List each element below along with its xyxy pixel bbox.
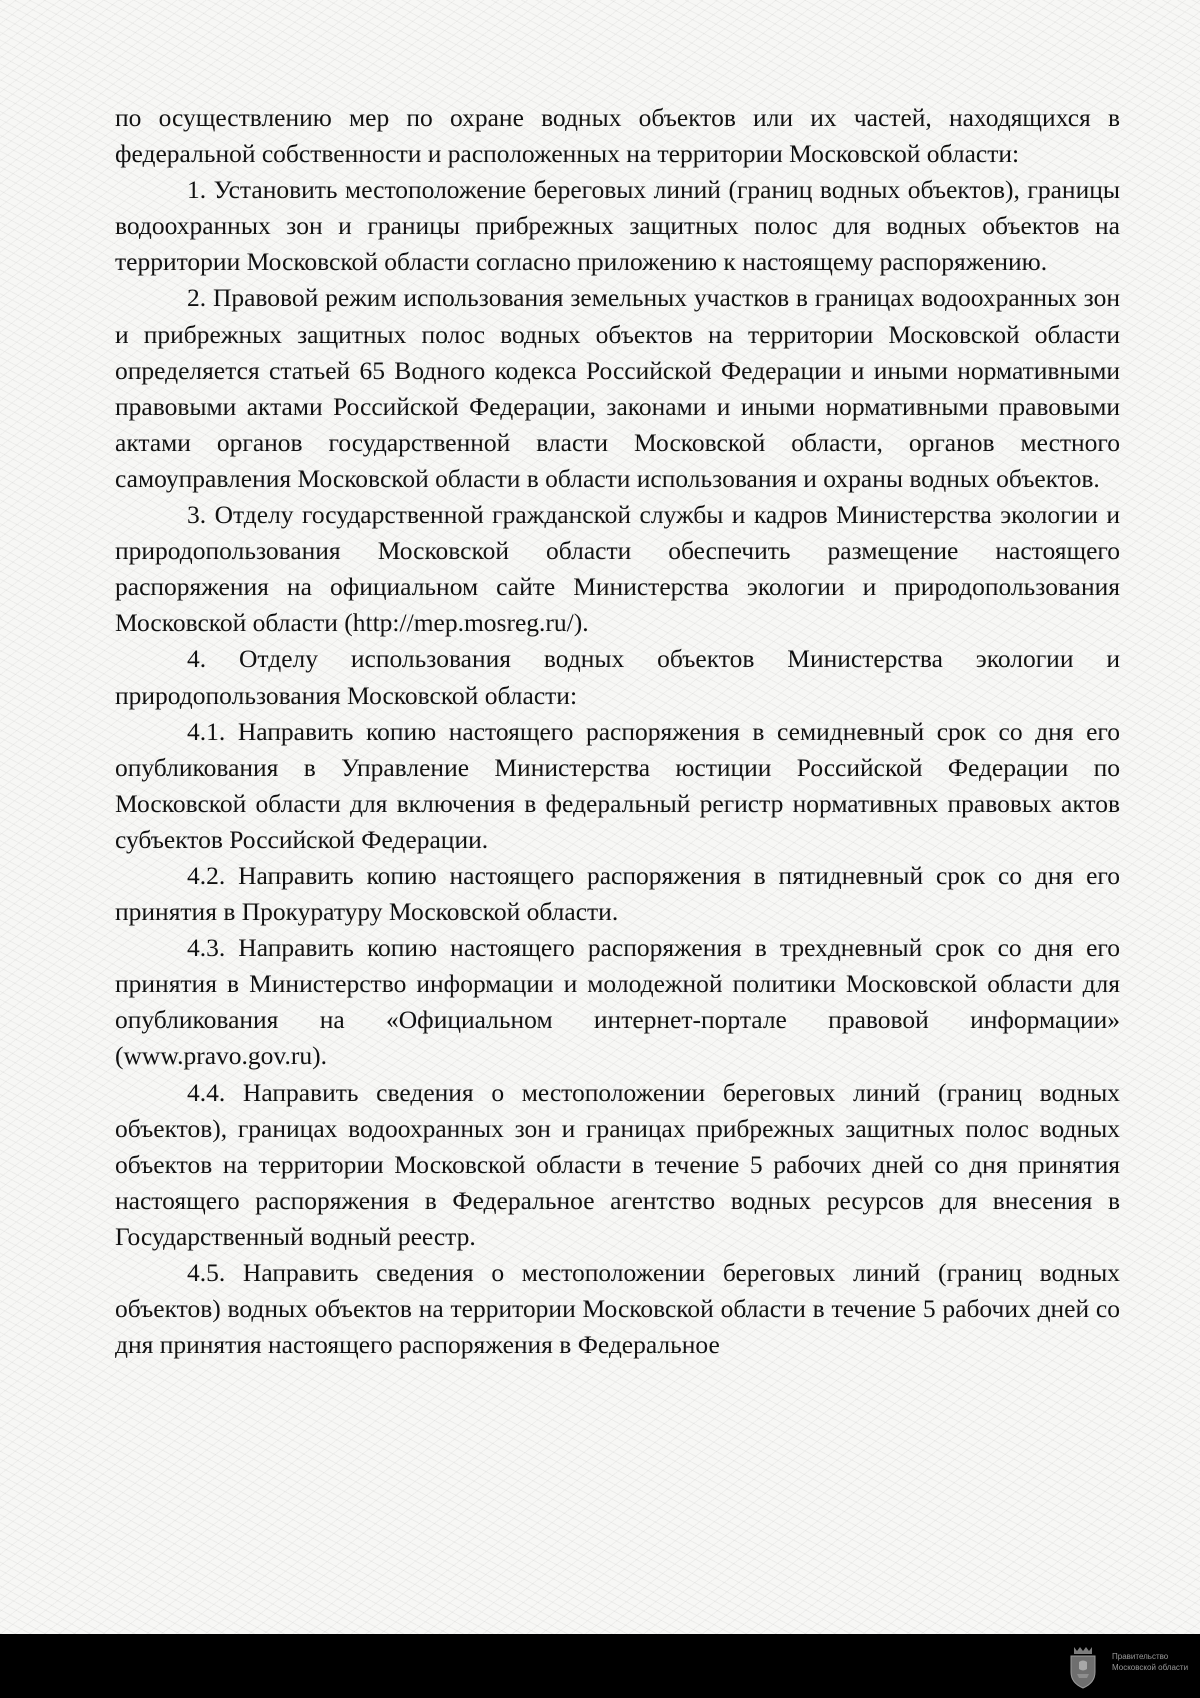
footer-bar <box>0 1634 1200 1698</box>
paragraph-item-4-2: 4.2. Направить копию настоящего распоряжения в пятидневный срок со дня его принятия в Прокуратуру Московской области. <box>115 860 1120 927</box>
coat-of-arms-icon <box>1062 1642 1104 1690</box>
paragraph-item-4-5: 4.5. Направить сведения о местоположении береговых линий (границ водных объектов) водных объектов на территории Московской области в течение 5 рабочих дней со дня принятия настоящего распоряжения в Федеральное <box>115 1258 1120 1360</box>
paragraph-item-4: 4. Отделу использования водных объектов Министерства экологии и природопользования Московской области: <box>115 644 1120 710</box>
paragraph-item-1: 1. Установить местоположение береговых линий (границ водных объектов), границы водоохранных зон и границы прибрежных защитных полос для водных объектов на территории Московской области согласно приложению к настоящему распоряжению. <box>115 175 1120 277</box>
paragraph-intro-continuation: по осуществлению мер по охране водных объектов или их частей, находящихся в федеральной собственности и расположенных на территории Московской области: <box>115 103 1120 169</box>
paragraph-item-2: 2. Правовой режим использования земельных участков в границах водоохранных зон и прибрежных защитных полос водных объектов на территории Московской области определяется статьей 65 Водного кодекса Российской Федерации и иными нормативными правовыми актами Российской Федерации, законами и иными нормативными правовыми актами органов государственной власти Московской области, органов местного самоуправления Московской области в области использования и охраны водных объектов. <box>115 283 1120 493</box>
paragraph-item-4-1: 4.1. Направить копию настоящего распоряжения в семидневный срок со дня его опубликования в Управление Министерства юстиции Российской Федерации по Московской области для включения в федеральный регистр нормативных правовых актов субъектов Российской Федерации. <box>115 716 1120 854</box>
paragraph-item-4-4: 4.4. Направить сведения о местоположении береговых линий (границ водных объектов), границах водоохранных зон и границах прибрежных защитных полос водных объектов на территории Московской области в течение 5 рабочих дней со дня принятия настоящего распоряжения в Федеральное агентство водных ресурсов для внесения в Государственный водный реестр. <box>115 1077 1120 1251</box>
footer-caption <box>1112 1651 1196 1673</box>
paragraph-item-4-3: 4.3. Направить копию настоящего распоряжения в трехдневный срок со дня его принятия в Министерство информации и молодежной политики Московской области для опубликования на «Официальном интернет-портале правовой информации» (www.pravo.gov.ru). <box>115 933 1120 1071</box>
document-body <box>115 100 1120 1363</box>
footer-caption-line-2: Московской области <box>1112 1663 1189 1672</box>
paragraph-item-3: 3. Отделу государственной гражданской службы и кадров Министерства экологии и природопользования Московской области обеспечить размещение настоящего распоряжения на официальном сайте Министерства экологии и природопользования Московской области (http://mep.mosreg.ru/). <box>115 500 1120 638</box>
footer-caption-line-1: Правительство <box>1112 1652 1169 1661</box>
